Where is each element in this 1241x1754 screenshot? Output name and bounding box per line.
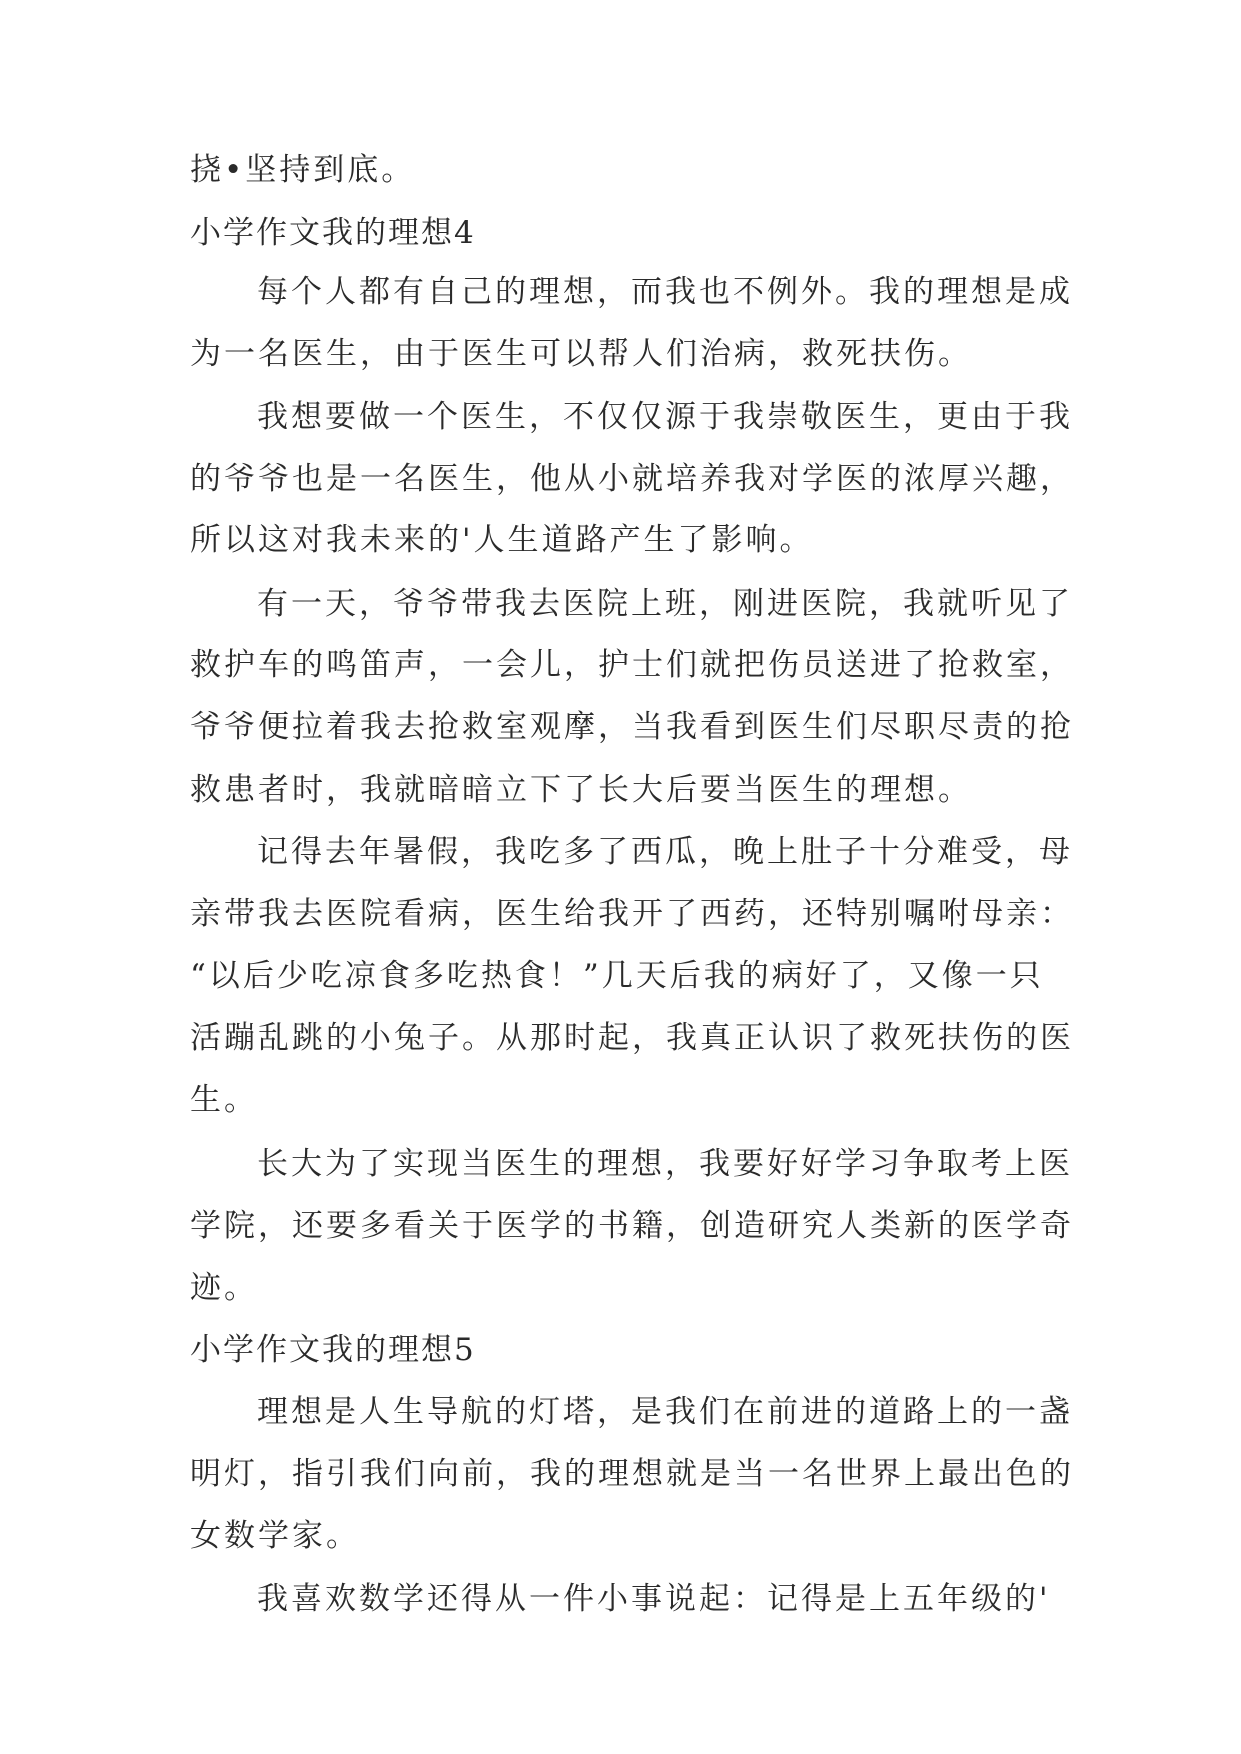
text-line: 记得去年暑假，我吃多了西瓜，晚上肚子十分难受，母 xyxy=(257,834,1073,870)
text-line: 每个人都有自己的理想，而我也不例外。我的理想是成 xyxy=(257,274,1073,310)
text-line: 学院，还要多看关于医学的书籍，创造研究人类新的医学奇 xyxy=(190,1208,1074,1244)
text-line: “以后少吃凉食多吃热食！”几天后我的病好了，又像一只 xyxy=(190,958,1044,994)
text-line: 为一名医生，由于医生可以帮人们治病，救死扶伤。 xyxy=(190,336,972,372)
text-line: 爷爷便拉着我去抢救室观摩，当我看到医生们尽职尽责的抢 xyxy=(190,709,1074,745)
text-line: 的爷爷也是一名医生，他从小就培养我对学医的浓厚兴趣， xyxy=(190,461,1074,497)
text-line: 我想要做一个医生，不仅仅源于我崇敬医生，更由于我 xyxy=(257,399,1073,435)
text-line: 救护车的鸣笛声，一会儿，护士们就把伤员送进了抢救室， xyxy=(190,647,1074,683)
text-line: 亲带我去医院看病，医生给我开了西药，还特别嘱咐母亲： xyxy=(190,896,1074,932)
text-line: 所以这对我未来的'人生道路产生了影响。 xyxy=(190,522,814,558)
text-line: 活蹦乱跳的小兔子。从那时起，我真正认识了救死扶伤的医 xyxy=(190,1020,1074,1056)
text-line: 理想是人生导航的灯塔，是我们在前进的道路上的一盏 xyxy=(257,1394,1073,1430)
section-heading: 小学作文我的理想5 xyxy=(190,1332,476,1368)
text-line: 明灯，指引我们向前，我的理想就是当一名世界上最出色的 xyxy=(190,1456,1074,1492)
text-line: 生。 xyxy=(190,1082,258,1118)
section-heading: 小学作文我的理想4 xyxy=(190,215,476,251)
text-line: 女数学家。 xyxy=(190,1518,360,1554)
text-line: 我喜欢数学还得从一件小事说起：记得是上五年级的' xyxy=(257,1581,1051,1617)
text-line: 长大为了实现当医生的理想，我要好好学习争取考上医 xyxy=(257,1146,1073,1182)
text-line: 挠•坚持到底。 xyxy=(190,152,416,188)
text-line: 迹。 xyxy=(190,1270,258,1306)
text-line: 有一天，爷爷带我去医院上班，刚进医院，我就听见了 xyxy=(257,586,1073,622)
text-line: 救患者时，我就暗暗立下了长大后要当医生的理想。 xyxy=(190,772,972,808)
